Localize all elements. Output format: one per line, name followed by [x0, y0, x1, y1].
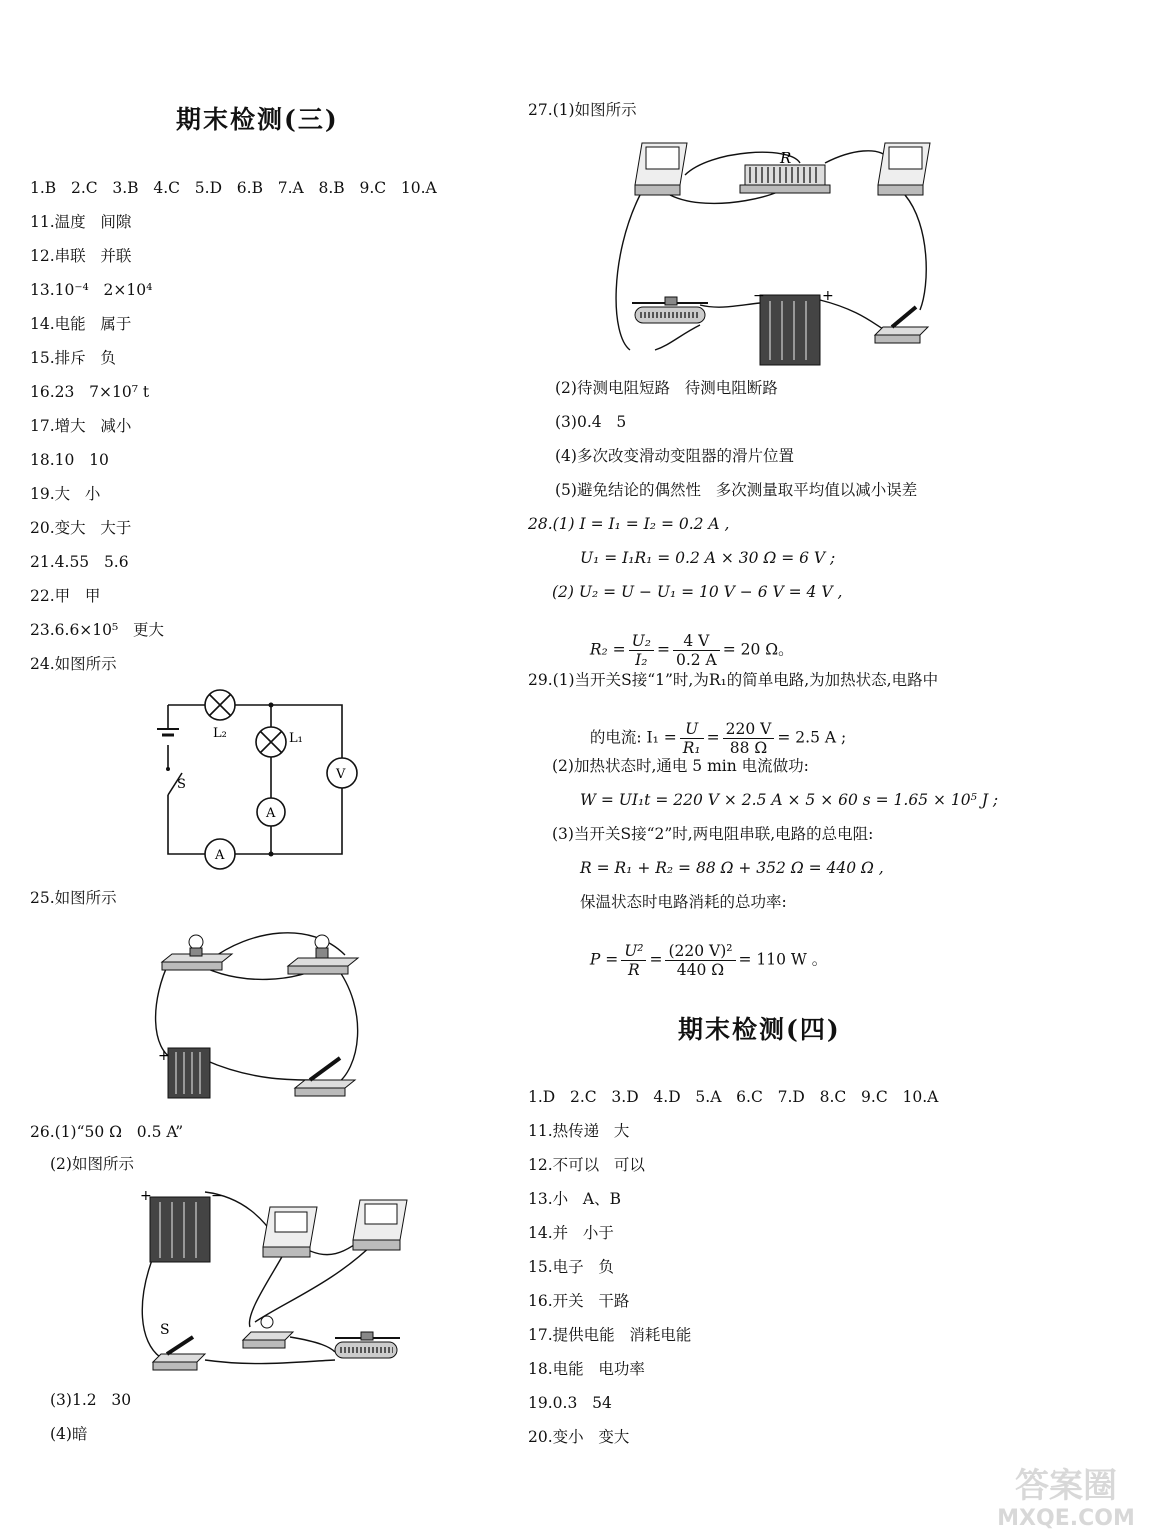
label-S: S — [177, 777, 186, 792]
section-title-4: 期末检测(四) — [678, 1015, 841, 1044]
answer-27-5: (5)避免结论的偶然性 多次测量取平均值以减小误差 — [555, 481, 918, 499]
answer-29-5: (3)当开关S接“2”时,两电阻串联,电路的总电阻: — [552, 825, 874, 843]
label-L2: L₂ — [213, 726, 227, 741]
answer-26-3: (3)1.2 30 — [50, 1391, 132, 1409]
answer-14: 14.电能 属于 — [30, 315, 132, 333]
answer-20: 20.变大 大于 — [30, 519, 132, 537]
svg-text:−: − — [211, 1188, 223, 1204]
answer-b17: 17.提供电能 消耗电能 — [528, 1326, 692, 1344]
answer-29-1: 29.(1)当开关S接“1”时,为R₁的简单电路,为加热状态,电路中 — [528, 671, 939, 689]
answer-27-1: 27.(1)如图所示 — [528, 101, 637, 119]
answer-28-3: (2) U₂ = U − U₁ = 10 V − 6 V = 4 V , — [552, 583, 843, 601]
knife-switch — [153, 1322, 205, 1370]
answer-18: 18.10 10 — [30, 451, 109, 469]
answer-b15: 15.电子 负 — [528, 1258, 614, 1276]
answer-29-6: R = R₁ + R₂ = 88 Ω + 352 Ω = 440 Ω , — [580, 859, 884, 877]
bulb-holder-2 — [288, 935, 358, 974]
rheostat — [335, 1332, 400, 1358]
watermark-logo — [976, 1461, 1156, 1531]
mc-answers: 1.B 2.C 3.B 4.C 5.D 6.B 7.A 8.B 9.C 10.A — [30, 179, 437, 197]
answer-28-4: R₂ = $\frac{\text{U₂}}{\text{I₂}}$ = $\frac{4 V}{0.2 A}$ = 20 Ω。 — [589, 632, 794, 669]
svg-text:+: + — [822, 288, 834, 304]
answer-19: 19.大 小 — [30, 485, 101, 503]
answer-b19: 19.0.3 54 — [528, 1394, 612, 1412]
ammeter — [263, 1207, 317, 1257]
answer-b12: 12.不可以 可以 — [528, 1156, 645, 1174]
answer-29-7: 保温状态时电路消耗的总功率: — [580, 893, 787, 911]
answer-b13: 13.小 A、B — [528, 1190, 622, 1208]
answer-22: 22.甲 甲 — [30, 587, 101, 605]
svg-text:MXQE.COM: MXQE.COM — [997, 1506, 1135, 1531]
answer-21: 21.4.55 5.6 — [30, 553, 129, 571]
physical-circuit-25 — [150, 920, 365, 1110]
svg-text:+: + — [140, 1188, 152, 1204]
battery-pack — [753, 288, 834, 365]
answer-b11: 11.热传递 大 — [528, 1122, 630, 1140]
answer-11: 11.温度 间隙 — [30, 213, 132, 231]
voltmeter — [353, 1200, 407, 1250]
answer-b18: 18.电能 电功率 — [528, 1360, 645, 1378]
answer-23: 23.6.6×10⁵ 更大 — [30, 621, 165, 639]
answer-15: 15.排斥 负 — [30, 349, 116, 367]
answer-b16: 16.开关 干路 — [528, 1292, 630, 1310]
answer-b20: 20.变小 变大 — [528, 1428, 630, 1446]
label-A-main: A — [215, 848, 225, 863]
physical-circuit-26 — [135, 1182, 410, 1382]
section-title-3: 期末检测(三) — [176, 105, 339, 134]
voltmeter — [878, 143, 930, 195]
svg-text:R: R — [780, 149, 792, 167]
bulb-holder — [243, 1316, 293, 1348]
svg-text:−: − — [753, 288, 765, 304]
ammeter — [635, 143, 687, 195]
answer-29-8: P = $\frac{\text{U²}}{R}$ = $\frac{\text{(220 V)²}}{440 \Omega}$ = 110 W 。 — [589, 942, 828, 979]
answer-12: 12.串联 并联 — [30, 247, 132, 265]
battery-pack — [158, 1048, 210, 1098]
answer-28-2: U₁ = I₁R₁ = 0.2 A × 30 Ω = 6 V ; — [580, 549, 836, 567]
rheostat — [632, 297, 708, 323]
svg-text:答案圈: 答案圈 — [1015, 1466, 1117, 1506]
answer-24: 24.如图所示 — [30, 655, 117, 673]
answer-26-4: (4)暗 — [50, 1425, 88, 1443]
answer-29-4: W = UI₁t = 220 V × 2.5 A × 5 × 60 s = 1.65 × 10⁵ J ; — [580, 791, 999, 809]
circuit-diagram-24 — [150, 685, 370, 875]
physical-circuit-27 — [610, 135, 935, 370]
label-L1: L₁ — [289, 731, 303, 746]
answer-26-2: (2)如图所示 — [50, 1155, 134, 1173]
answer-17: 17.增大 减小 — [30, 417, 132, 435]
answer-29-3: (2)加热状态时,通电 5 min 电流做功: — [552, 757, 809, 775]
answer-27-3: (3)0.4 5 — [555, 413, 627, 431]
svg-text:+: + — [158, 1048, 170, 1064]
answer-26-1: 26.(1)“50 Ω 0.5 A” — [30, 1123, 184, 1141]
answer-16: 16.23 7×10⁷ t — [30, 383, 150, 401]
label-A-branch: A — [266, 806, 276, 821]
answer-25: 25.如图所示 — [30, 889, 117, 907]
battery-pack — [140, 1188, 223, 1262]
answer-b14: 14.并 小于 — [528, 1224, 614, 1242]
answer-13: 13.10⁻⁴ 2×10⁴ — [30, 281, 153, 299]
knife-switch — [295, 1058, 355, 1096]
answer-27-4: (4)多次改变滑动变阻器的滑片位置 — [555, 447, 794, 465]
label-V: V — [336, 767, 346, 782]
mc-answers-2: 1.D 2.C 3.D 4.D 5.A 6.C 7.D 8.C 9.C 10.A — [528, 1088, 939, 1106]
knife-switch — [875, 307, 928, 343]
svg-text:S: S — [160, 1322, 170, 1338]
answer-28-1: 28.(1) I = I₁ = I₂ = 0.2 A , — [528, 515, 730, 533]
resistor-R — [740, 149, 830, 193]
answer-27-2: (2)待测电阻短路 待测电阻断路 — [555, 379, 778, 397]
answer-29-2: 的电流: I₁ = $\frac{U}{\text{R₁}}$ = $\frac{220 V}{88 \Omega}$ = 2.5 A ; — [589, 720, 847, 757]
